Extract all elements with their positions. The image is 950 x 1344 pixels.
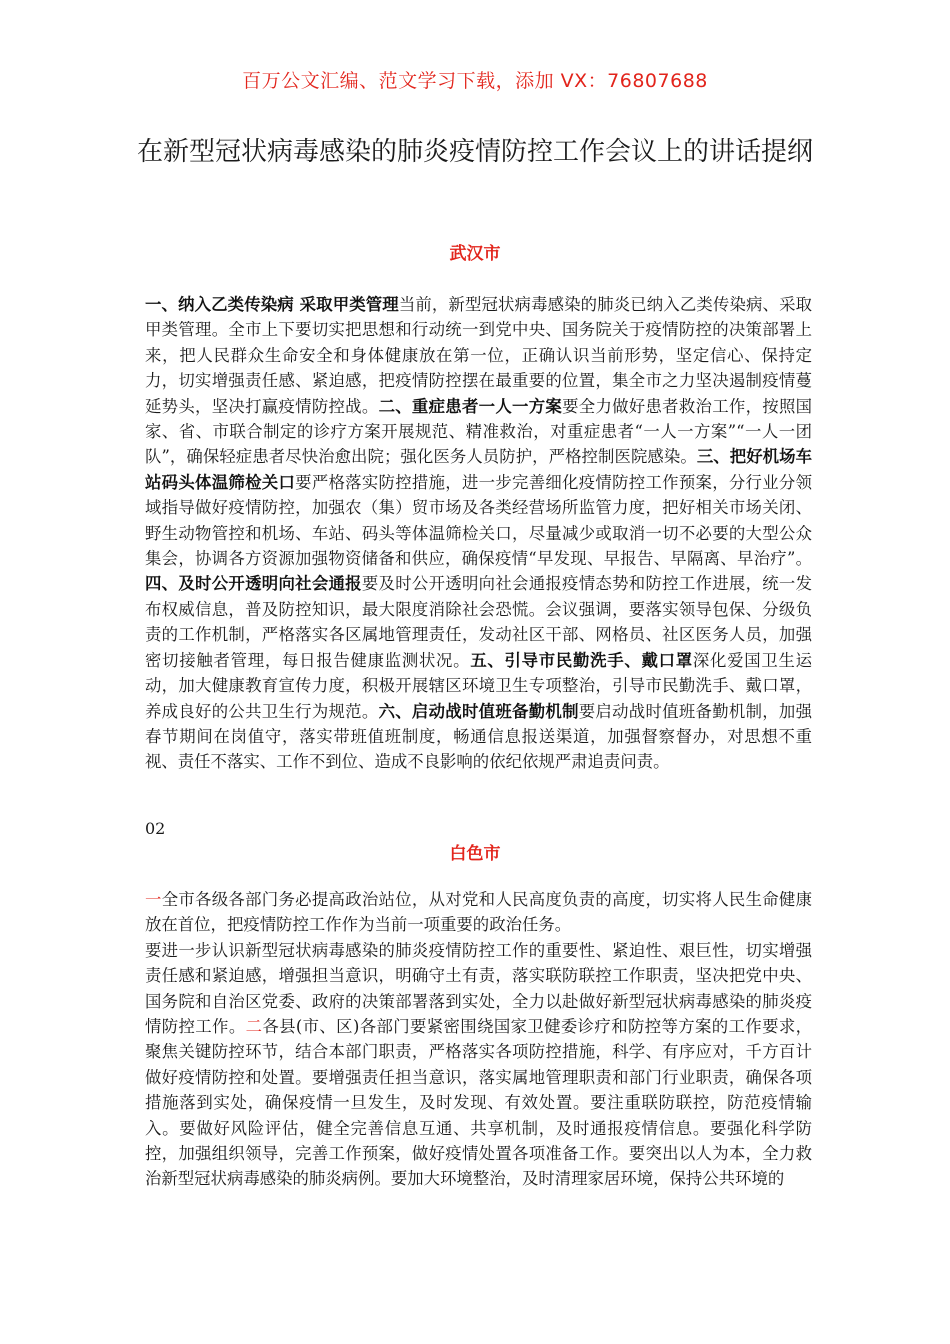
- item-text: 深化爱国卫生运动，加大健康教育宣传力度，积极开展辖区环境卫生专项整治，引导市民勤洗手、戴口罩，养成良好的公共卫生行为规范。: [145, 650, 813, 721]
- item-text: 要启动战时值班备勤机制，加强春节期间在岗值守，落实带班值班制度，畅通信息报送渠道，加强督察督办，对思想不重视、责任不落实、工作不到位、造成不良影响的依纪依规严肃追责问责。: [145, 701, 813, 772]
- item-text: 要全力做好患者救治工作，按照国家、省、市联合制定的诊疗方案开展规范、精准救治，对重症患者“一人一方案”“一人一团队”，确保轻症患者尽快治愈出院；强化医务人员防护，严格控制医院感染。: [145, 396, 813, 467]
- item-number: 二: [245, 1017, 263, 1037]
- item-text: 要进一步认识新型冠状病毒感染的肺炎疫情防控工作的重要性、紧迫性、艰巨性，切实增强责任感和紧迫感，增强担当意识，明确守土有责，落实联防联控工作职责，坚决把党中央、国务院和自治区党委、政府的决策部署落到实处，全力以赴做好新型冠状病毒感染的肺炎疫情防控工作。: [145, 940, 812, 1037]
- section-heading-wuhan: 武汉市: [449, 244, 501, 264]
- item-number: 一: [145, 890, 162, 909]
- item-heading: 五、引导市民勤洗手、戴口罩: [470, 650, 693, 670]
- item-heading: 一、纳入乙类传染病 采取甲类管理: [145, 295, 399, 314]
- item-text: 全市各级各部门务必提高政治站位，从对党和人民高度负责的高度，切实将人民生命健康放在首位，把疫情防控工作作为当前一项重要的政治任务。: [145, 890, 813, 935]
- section-heading-baise: 白色市: [449, 844, 501, 864]
- promo-banner: 百万公文汇编、范文学习下载，添加 VX：76807688: [242, 70, 708, 92]
- baise-paragraph-2: [145, 938, 812, 1192]
- item-text: 当前，新型冠状病毒感染的肺炎已纳入乙类传染病、采取甲类管理。全市上下要切实把思想和行动统一到党中央、国务院关于疫情防控的决策部署上来，把人民群众生命安全和身体健康放在第一位，正确认识当前形势，坚定信心、保持定力，切实增强责任感、紧迫感，把疫情防控摆在最重要的位置，集全市之力坚决遏制疫情蔓延势头，坚决打赢疫情防控战。: [145, 295, 812, 416]
- item-heading: 六、启动战时值班备勤机制: [378, 701, 579, 721]
- item-heading: 三、把好机场车站码头体温筛检关口: [145, 447, 812, 492]
- wuhan-body-paragraph: [145, 292, 812, 775]
- item-heading: 二、重症患者一人一方案: [378, 396, 563, 416]
- section-number-marker: 02: [145, 819, 166, 838]
- item-text: 要严格落实防控措施，进一步完善细化疫情防控工作预案，分行业分领域指导做好疫情防控，加强农（集）贸市场及各类经营场所监管力度，把好相关市场关闭、野生动物管控和机场、车站、码头等体温筛检关口，尽量减少或取消一切不必要的大型公众集会，协调各方资源加强物资储备和供应，确保疫情“早发现、早报告、早隔离、早治疗”。: [145, 472, 812, 569]
- baise-body: [145, 887, 812, 1192]
- item-heading: 四、及时公开透明向社会通报: [145, 574, 362, 594]
- document-title: 在新型冠状病毒感染的肺炎疫情防控工作会议上的讲话提纲: [136, 137, 813, 167]
- baise-paragraph-1: [145, 887, 812, 938]
- item-text: 各县(市、区)各部门要紧密围绕国家卫健委诊疗和防控等方案的工作要求，聚焦关键防控环节，结合本部门职责，严格落实各项防控措施，科学、有序应对，千方百计做好疫情防控和处置。要增强责任担当意识，落实属地管理职责和部门行业职责，确保各项措施落到实处，确保疫情一旦发生，及时发现、有效处置。要注重联防联控，防范疫情输入。要做好风险评估，健全完善信息互通、共享机制，及时通报疫情信息。要强化科学防控，加强组织领导，完善工作预案，做好疫情处置各项准备工作。要突出以人为本，全力救治新型冠状病毒感染的肺炎病例。要加大环境整治，及时清理家居环境，保持公共环境的: [145, 1017, 812, 1189]
- item-text: 要及时公开透明向社会通报疫情态势和防控工作进展，统一发布权威信息，普及防控知识，最大限度消除社会恐慌。会议强调，要落实领导包保、分级负责的工作机制，严格落实各区属地管理责任，发动社区干部、网格员、社区医务人员，加强密切接触者管理，每日报告健康监测状况。: [145, 574, 813, 670]
